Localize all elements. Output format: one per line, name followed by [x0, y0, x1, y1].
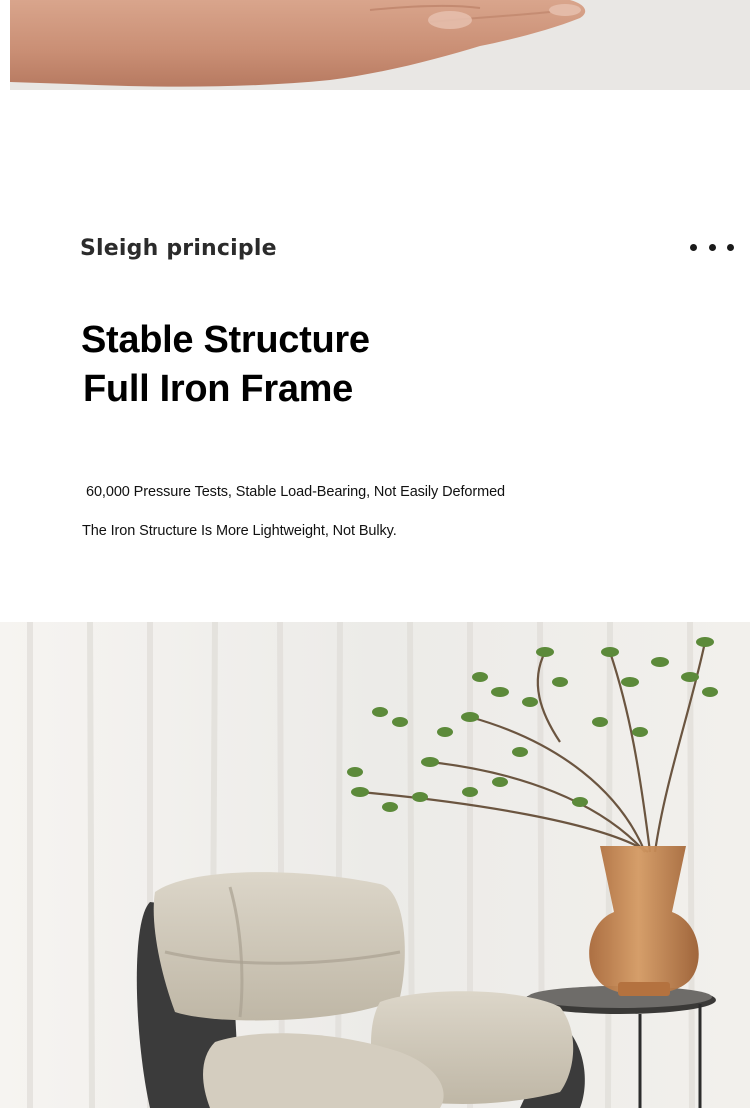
description-pressure-tests: 60,000 Pressure Tests, Stable Load-Bearing, Not Easily Deformed — [86, 484, 505, 500]
room-illustration — [0, 622, 750, 1108]
dot — [690, 244, 697, 251]
description-lightweight: The Iron Structure Is More Lightweight, Not Bulky. — [82, 523, 397, 539]
lifestyle-photo — [0, 622, 750, 1108]
headline-full-iron-frame: Full Iron Frame — [83, 368, 353, 410]
hand-photo — [10, 0, 750, 90]
dot — [709, 244, 716, 251]
hand-illustration — [10, 0, 750, 90]
dot — [727, 244, 734, 251]
more-dots-icon[interactable] — [690, 238, 734, 256]
headline-stable-structure: Stable Structure — [81, 319, 370, 361]
section-kicker: Sleigh principle — [80, 236, 277, 261]
